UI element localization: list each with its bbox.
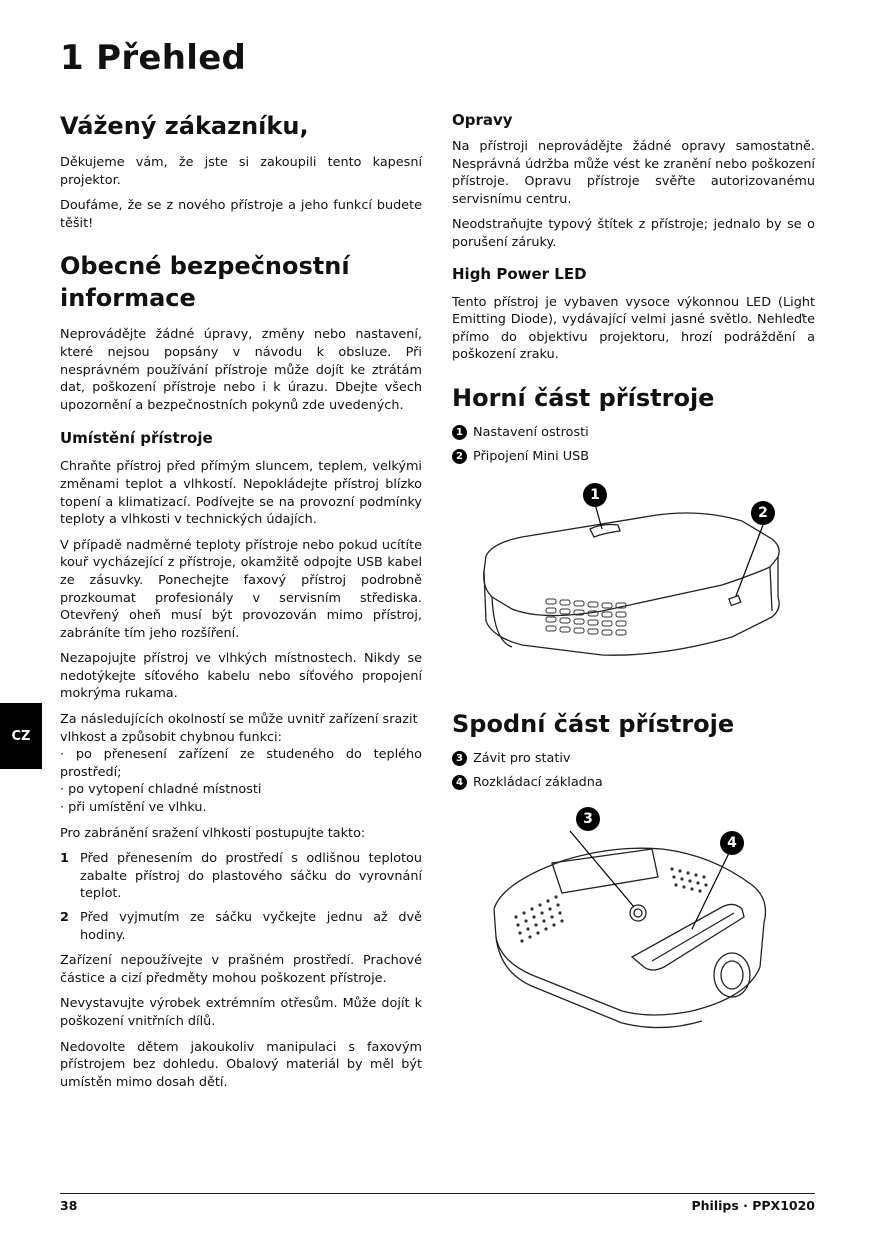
legend-item bbox=[452, 750, 815, 768]
number-badge: 1 bbox=[452, 425, 467, 440]
heading-safety: Obecné bezpečnostní informace bbox=[60, 252, 350, 313]
paragraph-hope: Doufáme, že se z nového přístroje a jeho funkcí budete těšit! bbox=[60, 198, 422, 231]
paragraph-prevent: Pro zabránění sražení vlhkosti postupujte takto: bbox=[60, 825, 366, 841]
footer-brand: Philips · PPX1020 bbox=[691, 1198, 815, 1213]
callout-1-icon: 1 bbox=[583, 483, 607, 507]
paragraph-placement-2: V případě nadměrné teploty přístroje nebo pokud ucítíte kouř vycházející z přístroje, okamžitě odpojte USB kabel ze zásuvky. Ponechejte faxový přístroj podrobně prozkoumat profesionály v servisním střediska. Otevřený oheň musí být provozován mimo přístroj, zabráníte tím jeho rozšíření. bbox=[60, 537, 422, 641]
footer-divider bbox=[60, 1193, 815, 1194]
paragraph-repairs-1: Na přístroji neprovádějte žádné opravy samostatně. Nesprávná údržba může vést ke zranění nebo poškození přístroje. Opravu přístroje svěřte autorizovanému servisnímu centru. bbox=[452, 139, 815, 207]
legend-item bbox=[452, 448, 815, 466]
number-badge: 3 bbox=[452, 751, 467, 766]
callout-2-icon: 2 bbox=[751, 501, 775, 525]
legend-label: Rozkládací základna bbox=[473, 774, 603, 790]
right-column bbox=[452, 110, 815, 1037]
list-item bbox=[60, 850, 422, 903]
projector-top-illustration bbox=[452, 471, 815, 696]
number-badge: 4 bbox=[452, 775, 467, 790]
step-text: Před vyjmutím ze sáčku vyčkejte jednu až dvě hodiny. bbox=[80, 910, 422, 943]
steps-list bbox=[60, 850, 422, 944]
list-item: · při umístění ve vlhku. bbox=[60, 800, 207, 816]
legend-label: Závit pro stativ bbox=[473, 751, 571, 767]
paragraph-children: Nedovolte dětem jakoukoliv manipulaci s faxovým přístrojem bez dohledu. Obalový materiál by měl být umístěn mimo dosah dětí. bbox=[60, 1039, 422, 1090]
projector-bottom-illustration bbox=[452, 797, 815, 1037]
paragraph-placement-3: Nezapojujte přístroj ve vlhkých místnostech. Nikdy se nedotýkejte síťového kabelu nebo síťového propojení mokrýma rukama. bbox=[60, 651, 422, 702]
legend-item bbox=[452, 424, 815, 442]
heading-placement: Umístění přístroje bbox=[60, 429, 213, 448]
language-tab: CZ bbox=[0, 703, 42, 769]
heading-welcome: Vážený zákazníku, bbox=[60, 112, 309, 140]
page-number: 38 bbox=[60, 1198, 78, 1213]
paragraph-repairs-2: Neodstraňujte typový štítek z přístroje; jednalo by se o porušení záruky. bbox=[452, 217, 815, 250]
page-title: 1 Přehled bbox=[60, 38, 247, 78]
step-number: 1 bbox=[60, 851, 69, 867]
condensation-list bbox=[60, 746, 422, 816]
paragraph-led: Tento přístroj je vybaven vysoce výkonnou LED (Light Emitting Diode), vydávající velmi jasné světlo. Nehleďte přímo do objektivu projektoru, hrozí podráždění a poškození zraku. bbox=[452, 294, 815, 363]
paragraph-condensation-intro: Za následujících okolností se může uvnitř zařízení srazit vlhkost a způsobit chybnou funkci: bbox=[60, 712, 418, 745]
paragraph-shock: Nevystavujte výrobek extrémním otřesům. Může dojít k poškození vnitřních dílů. bbox=[60, 996, 422, 1029]
number-badge: 2 bbox=[452, 449, 467, 464]
list-item: · po přenesení zařízení ze studeného do teplého prostředí; bbox=[60, 747, 422, 780]
step-text: Před přenesením do prostředí s odlišnou teplotou zabalte přístroj do plastového sáčku do vyrovnání teplot. bbox=[80, 851, 422, 902]
paragraph-thanks: Děkujeme vám, že jste si zakoupili tento kapesní projektor. bbox=[60, 155, 422, 188]
heading-top-part: Horní část přístroje bbox=[452, 383, 715, 412]
callout-4-icon: 4 bbox=[720, 831, 744, 855]
list-item: · po vytopení chladné místnosti bbox=[60, 782, 262, 798]
legend-label: Nastavení ostrosti bbox=[473, 424, 589, 440]
paragraph-dust: Zařízení nepoužívejte v prašném prostředí. Prachové částice a cizí předměty mohou poškozent přístroje. bbox=[60, 953, 422, 986]
step-number: 2 bbox=[60, 910, 69, 925]
projector-bottom-drawing bbox=[452, 797, 815, 1037]
left-column bbox=[60, 110, 422, 1099]
legend-label: Připojení Mini USB bbox=[473, 448, 590, 464]
heading-led: High Power LED bbox=[452, 264, 587, 283]
callout-3-icon: 3 bbox=[576, 807, 600, 831]
paragraph-placement-1: Chraňte přístroj před přímým sluncem, teplem, velkými změnami teplot a vlhkostí. Nepokládejte přístroj blízko topení a klimatizací. Podívejte se na provozní podmínky teploty a vlhkosti v technických údajích. bbox=[60, 459, 422, 528]
list-item bbox=[60, 909, 422, 944]
paragraph-safety: Neprovádějte žádné úpravy, změny nebo nastavení, které nejsou popsány v návodu k obsluze. Při nesprávném používání přístroje může dojít ke ztrátám dat, poškození přístroje nebo i k úrazu. Dbejte všech upozornění a bezpečnostních pokynů zde uvedených. bbox=[60, 327, 422, 413]
legend-item bbox=[452, 774, 815, 792]
heading-repairs: Opravy bbox=[452, 111, 513, 129]
heading-bottom-part: Spodní část přístroje bbox=[452, 710, 735, 739]
